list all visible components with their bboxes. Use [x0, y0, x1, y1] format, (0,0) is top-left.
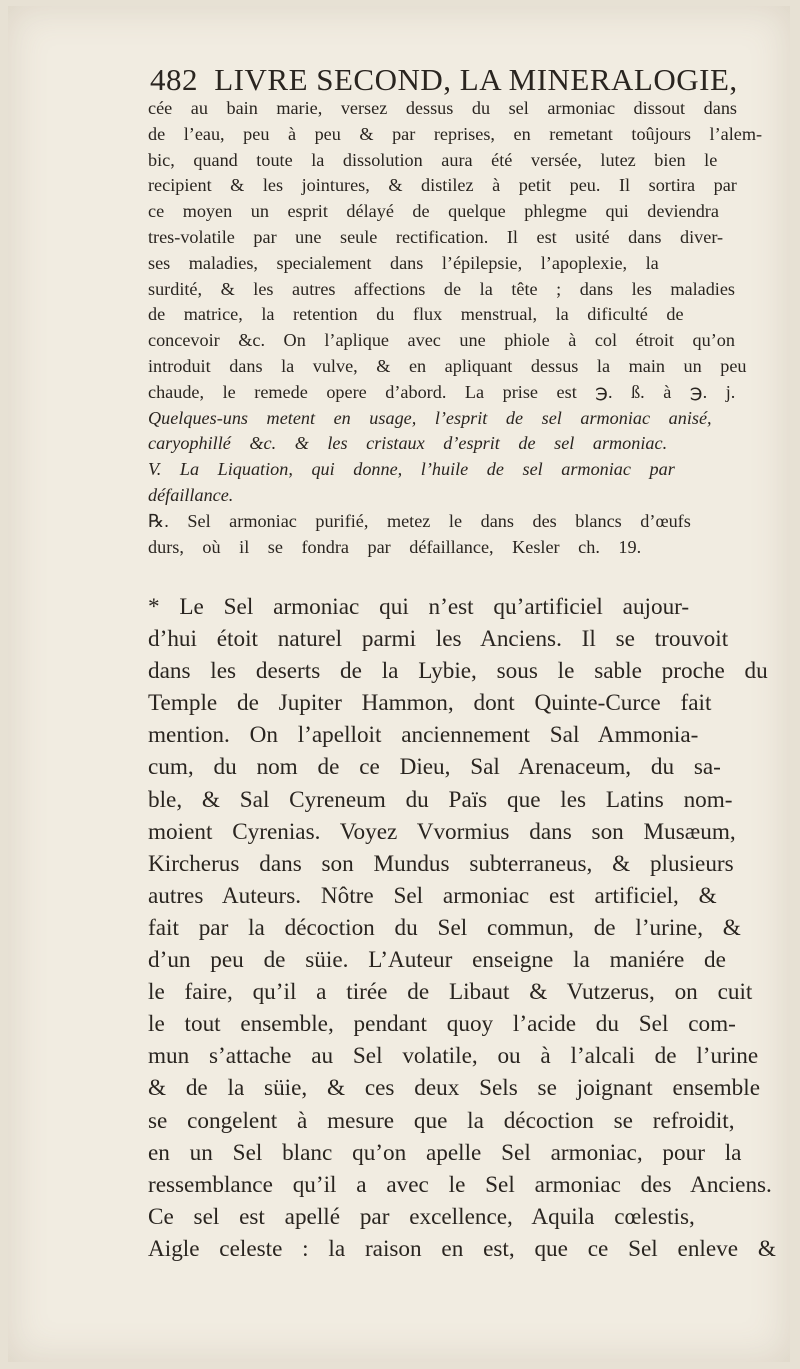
- text-line: ses maladies, specialement dans l’épilepsie, l’apoplexie, la: [148, 252, 659, 273]
- text-line: Aigle celeste : la raison en est, que ce Sel enleve &: [148, 1235, 776, 1262]
- text-line: d’un peu de süie. L’Auteur enseigne la maniére de: [148, 947, 726, 974]
- text-line: cum, du nom de ce Dieu, Sal Arenaceum, du sa-: [148, 754, 721, 781]
- text-line: chaude, le remede opere d’abord. La prise est ℈. ß. à ℈. j.: [148, 381, 736, 402]
- text-line: de matrice, la retention du flux menstrual, la dificulté de: [148, 304, 684, 325]
- text-line: surdité, & les autres affections de la tête ; dans les maladies: [148, 278, 735, 299]
- text-line: & de la süie, & ces deux Sels se joignant ensemble: [148, 1075, 761, 1102]
- text-line: Quelques-uns metent en usage, l’esprit de sel armoniac anisé,: [148, 407, 712, 428]
- text-line: durs, où il se fondra par défaillance, Kesler ch. 19.: [148, 536, 642, 557]
- text-line: défaillance.: [148, 484, 234, 505]
- text-line: Temple de Jupiter Hammon, dont Quinte-Curce fait: [148, 690, 712, 717]
- text-line: tres-volatile par une seule rectification. Il est usité dans diver-: [148, 226, 724, 247]
- commentary-text-block: [148, 591, 793, 1265]
- page-number: 482: [150, 62, 198, 97]
- text-line: Ce sel est apellé par excellence, Aquila cœlestis,: [148, 1203, 695, 1230]
- text-line: ble, & Sal Cyreneum du Païs que les Latins nom-: [148, 786, 733, 813]
- text-line: le faire, qu’il a tirée de Libaut & Vutzerus, on cuit: [148, 979, 753, 1006]
- text-line: en un Sel blanc qu’on apelle Sel armoniac, pour la: [148, 1139, 742, 1166]
- text-line: Kircherus dans son Mundus subterraneus, & plusieurs: [148, 850, 734, 877]
- text-line: bic, quand toute la dissolution aura été versée, lutez bien le: [148, 149, 718, 170]
- recipe-text-block: [148, 96, 793, 560]
- text-line: de l’eau, peu à peu & par reprises, en remetant toûjours l’alem-: [148, 123, 763, 144]
- text-line: recipient & les jointures, & distilez à petit peu. Il sortira par: [148, 175, 737, 196]
- text-line: caryophillé &c. & les cristaux d’esprit de sel armoniac.: [148, 433, 668, 454]
- text-line: introduit dans la vulve, & en apliquant dessus la main un peu: [148, 355, 747, 376]
- text-line: moient Cyrenias. Voyez Vvormius dans son Musæum,: [148, 818, 736, 845]
- book-page: [8, 6, 790, 1362]
- text-line: le tout ensemble, pendant quoy l’acide du Sel com-: [148, 1011, 736, 1038]
- text-line: fait par la décoction du Sel commun, de l’urine, &: [148, 914, 741, 941]
- text-line: mun s’attache au Sel volatile, ou à l’alcali de l’urine: [148, 1043, 759, 1070]
- text-line: autres Auteurs. Nôtre Sel armoniac est artificiel, &: [148, 882, 717, 909]
- text-line: se congelent à mesure que la décoction se refroidit,: [148, 1107, 735, 1134]
- running-title: LIVRE SECOND, LA MINERALOGIE,: [214, 62, 738, 97]
- text-line: mention. On l’apelloit anciennement Sal Ammonia-: [148, 722, 699, 749]
- text-line: * Le Sel armoniac qui n’est qu’artificiel aujour-: [148, 594, 690, 620]
- page-header: [150, 62, 790, 98]
- text-line: ce moyen un esprit délayé de quelque phlegme qui deviendra: [148, 201, 719, 222]
- text-line: V. La Liquation, qui donne, l’huile de sel armoniac par: [148, 459, 675, 480]
- text-line: ℞. Sel armoniac purifié, metez le dans des blancs d’œufs: [148, 510, 691, 531]
- text-line: d’hui étoit naturel parmi les Anciens. Il se trouvoit: [148, 626, 729, 653]
- text-line: ressemblance qu’il a avec le Sel armoniac des Anciens.: [148, 1171, 772, 1198]
- text-line: cée au bain marie, versez dessus du sel armoniac dissout dans: [148, 98, 737, 118]
- text-line: dans les deserts de la Lybie, sous le sable proche du: [148, 658, 768, 685]
- text-line: concevoir &c. On l’aplique avec une phiole à col étroit qu’on: [148, 330, 735, 351]
